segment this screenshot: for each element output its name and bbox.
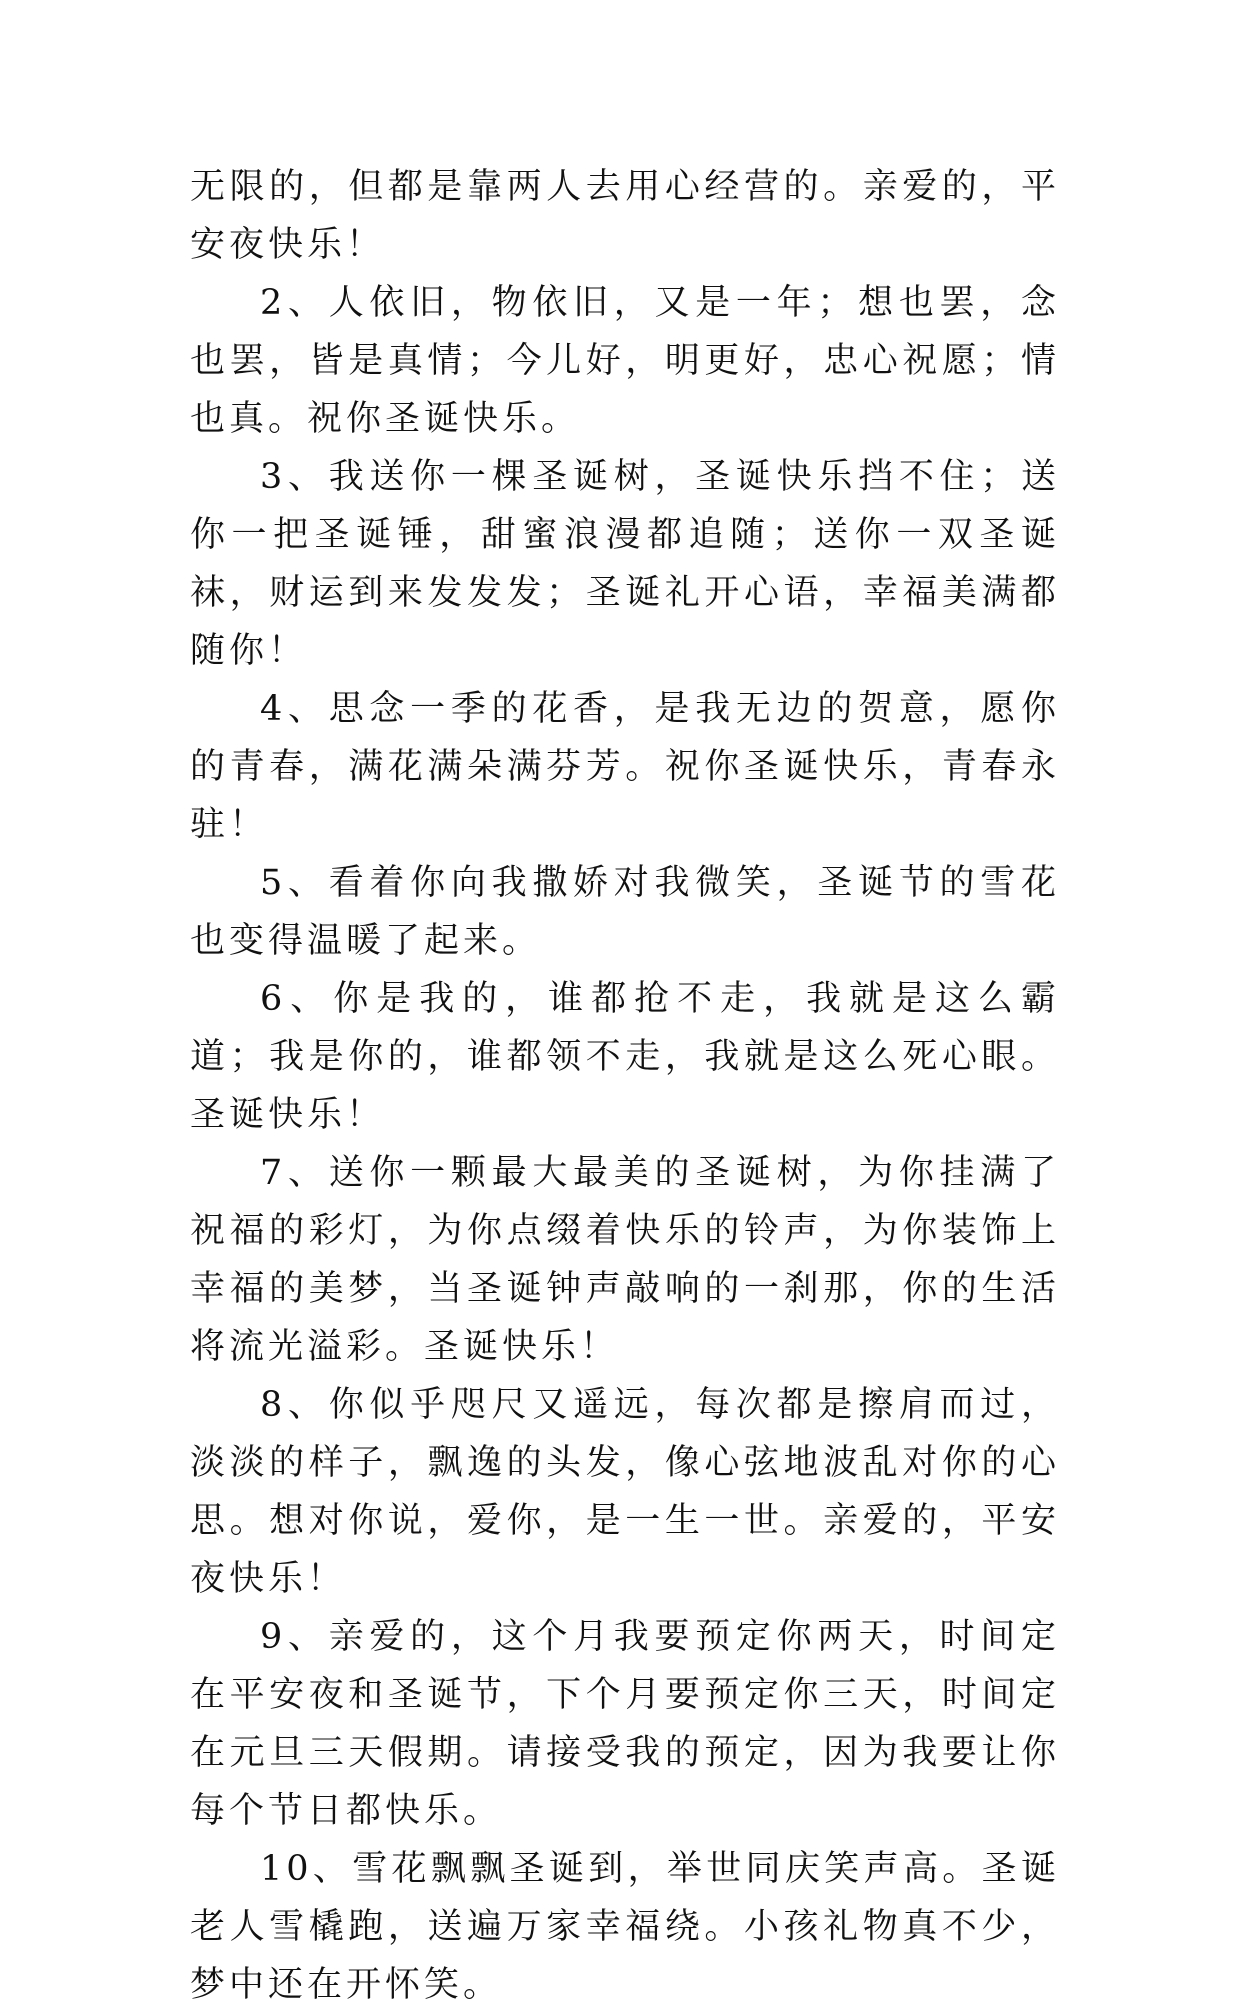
paragraph-3: 3、我送你一棵圣诞树，圣诞快乐挡不住；送你一把圣诞锤，甜蜜浪漫都追随；送你一双圣诞袜，财运到来发发发；圣诞礼开心语，幸福美满都随你！	[190, 457, 1060, 671]
paragraph-7: 7、送你一颗最大最美的圣诞树，为你挂满了祝福的彩灯，为你点缀着快乐的铃声，为你装饰上幸福的美梦，当圣诞钟声敲响的一刹那，你的生活将流光溢彩。圣诞快乐！	[190, 1153, 1060, 1367]
paragraph-6: 6、你是我的，谁都抢不走，我就是这么霸道；我是你的，谁都领不走，我就是这么死心眼。圣诞快乐！	[190, 979, 1060, 1135]
document-body	[190, 158, 1060, 2014]
paragraph-10: 10、雪花飘飘圣诞到，举世同庆笑声高。圣诞老人雪橇跑，送遍万家幸福绕。小孩礼物真不少，梦中还在开怀笑。	[190, 1849, 1060, 2005]
paragraph-4: 4、思念一季的花香，是我无边的贺意，愿你的青春，满花满朵满芬芳。祝你圣诞快乐，青春永驻！	[190, 689, 1060, 845]
paragraph-1: 无限的，但都是靠两人去用心经营的。亲爱的，平安夜快乐！	[190, 167, 1060, 265]
paragraph-8: 8、你似乎咫尺又遥远，每次都是擦肩而过，淡淡的样子，飘逸的头发，像心弦地波乱对你的心思。想对你说，爱你，是一生一世。亲爱的，平安夜快乐！	[190, 1385, 1060, 1599]
paragraph-2: 2、人依旧，物依旧，又是一年；想也罢，念也罢，皆是真情；今儿好，明更好，忠心祝愿；情也真。祝你圣诞快乐。	[190, 283, 1060, 439]
paragraph-9: 9、亲爱的，这个月我要预定你两天，时间定在平安夜和圣诞节，下个月要预定你三天，时间定在元旦三天假期。请接受我的预定，因为我要让你每个节日都快乐。	[190, 1617, 1060, 1831]
paragraph-5: 5、看着你向我撒娇对我微笑，圣诞节的雪花也变得温暖了起来。	[190, 863, 1060, 961]
